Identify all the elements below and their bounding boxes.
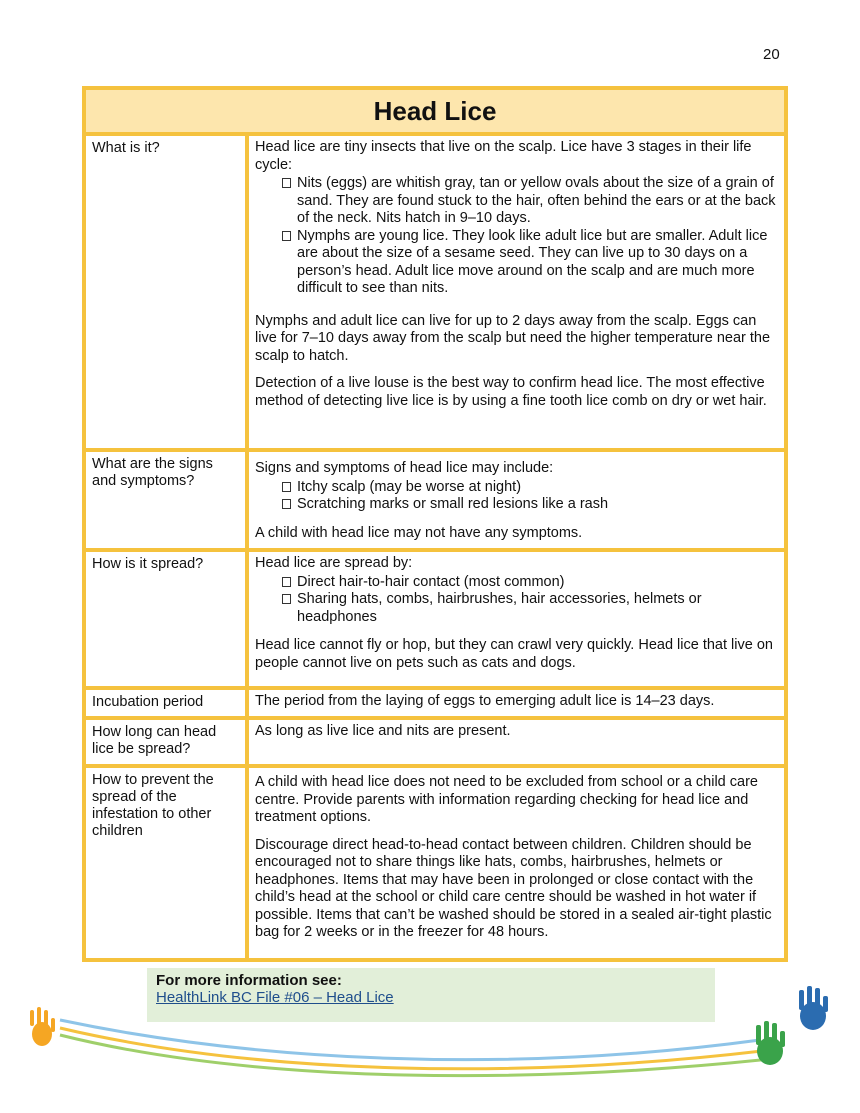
decorative-footer-waves [0, 980, 860, 1113]
row-content [249, 768, 784, 958]
bullet-list [255, 574, 778, 627]
checkbox-glyph-icon [282, 178, 291, 188]
row-label: What are the signs and symptoms? [86, 452, 249, 548]
row-content [249, 136, 784, 448]
row-content [249, 720, 784, 764]
list-item: Direct hair-to-hair contact (most common) [255, 574, 778, 592]
intro-text: Head lice are tiny insects that live on the scalp. Lice have 3 stages in their life cycle: [255, 139, 752, 173]
row-label: What is it? [86, 136, 249, 448]
list-item: Sharing hats, combs, hairbrushes, hair accessories, helmets or headphones [255, 591, 778, 626]
paragraph: A child with head lice does not need to be excluded from school or a child care centre. Provide parents with information regarding checking for head lice and treatment options. [255, 774, 758, 825]
wave-line-icon [60, 1020, 760, 1060]
intro-text: Head lice are spread by: [255, 555, 413, 571]
table-row [82, 720, 788, 768]
paragraph: Discourage direct head-to-head contact between children. Children should be encouraged not to share things like hats, combs, hairbrushes, helmets or headphones. Items that may have been in prolonged or close contact with the child’s head at the school or child care centre should be washed in hot water if possible. Items that can’t be washed should be stored in a sealed air-tight plastic bag for 2 weeks or in the freezer for 48 hours. [255, 836, 772, 940]
checkbox-glyph-icon [282, 577, 291, 587]
paragraph: Nymphs and adult lice can live for up to 2 days away from the scalp. Eggs can live for 7–10 days away from the scalp but need the higher temperature near the scalp to hatch. [255, 312, 771, 364]
table-row [82, 768, 788, 962]
orange-hand-icon [30, 1007, 55, 1046]
info-table [82, 86, 788, 962]
list-item: Scratching marks or small red lesions like a rash [255, 496, 778, 514]
row-content [249, 690, 784, 716]
checkbox-glyph-icon [282, 482, 291, 492]
table-row [82, 690, 788, 720]
paragraph: A child with head lice may not have any symptoms. [255, 524, 583, 541]
row-label: How is it spread? [86, 552, 249, 686]
paragraph: Detection of a live louse is the best way to confirm head lice. The most effective method of detecting live lice is by using a fine tooth lice comb on dry or wet hair. [255, 375, 767, 409]
row-label: Incubation period [86, 690, 249, 716]
row-label: How to prevent the spread of the infestation to other children [86, 768, 249, 958]
table-row [82, 452, 788, 552]
more-info-title: For more information see: [156, 972, 342, 989]
paragraph: The period from the laying of eggs to emerging adult lice is 14–23 days. [255, 693, 715, 709]
healthlink-link[interactable]: HealthLink BC File #06 – Head Lice [156, 989, 394, 1006]
page-title: Head Lice [82, 86, 788, 136]
table-row [82, 552, 788, 690]
table-row [82, 136, 788, 452]
blue-hand-icon [799, 986, 828, 1030]
green-hand-icon [756, 1021, 785, 1065]
checkbox-glyph-icon [282, 231, 291, 241]
row-content [249, 452, 784, 548]
row-content [249, 552, 784, 686]
paragraph: As long as live lice and nits are present. [255, 723, 511, 739]
row-label: How long can head lice be spread? [86, 720, 249, 764]
list-item: Nits (eggs) are whitish gray, tan or yellow ovals about the size of a grain of sand. They are found stuck to the hair, often behind the ears or at the back of the neck. Nits hatch in 9–10 days. [255, 175, 778, 228]
checkbox-glyph-icon [282, 594, 291, 604]
wave-line-icon [60, 1028, 770, 1069]
paragraph: Head lice cannot fly or hop, but they can crawl very quickly. Head lice that live on people cannot live on pets such as cats and dogs. [255, 637, 773, 671]
bullet-list [255, 175, 778, 298]
list-item: Nymphs are young lice. They look like adult lice but are smaller. Adult lice are about the size of a sesame seed. They can live up to 30 days on a person’s head. Adult lice move around on the scalp and are much more difficult to see than nits. [255, 228, 778, 298]
checkbox-glyph-icon [282, 499, 291, 509]
list-item: Itchy scalp (may be worse at night) [255, 479, 778, 497]
bullet-list [255, 479, 778, 514]
intro-text: Signs and symptoms of head lice may include: [255, 460, 554, 476]
page-number: 20 [763, 46, 780, 63]
